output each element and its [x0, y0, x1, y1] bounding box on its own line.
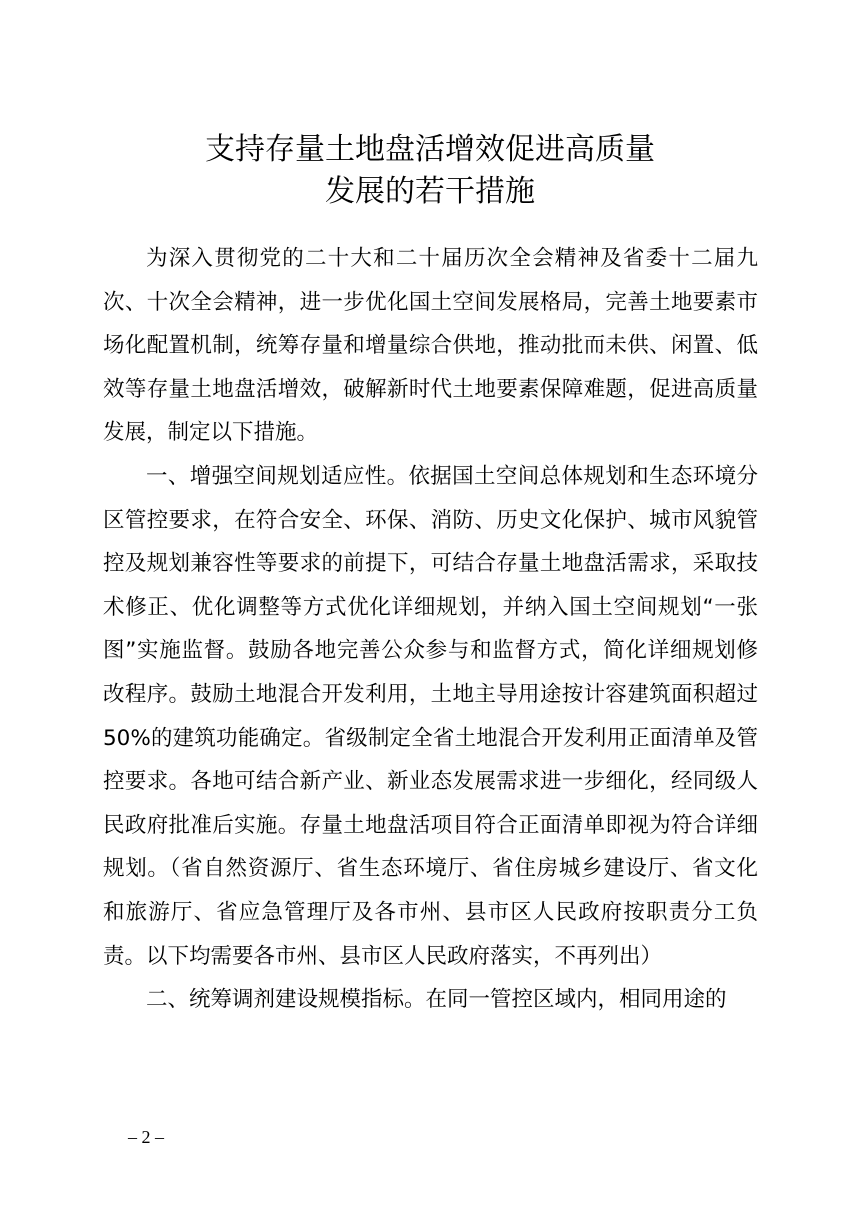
paragraph-measure-2: 二、统筹调剂建设规模指标。在同一管控区域内，相同用途的 — [146, 987, 727, 1013]
paragraph-preamble: 为深入贯彻党的二十大和二十届历次全会精神及省委十二届九次、十次全会精神，进一步优化国土空间发展格局，完善土地要素市场化配置机制，统筹存量和增量综合供地，推动批而未供、闲置、低效等存量土地盘活增效，破解新时代土地要素保障难题，促进高质量发展，制定以下措施。 — [103, 246, 758, 446]
document-title-line-1: 支持存量土地盘活增效促进高质量 — [205, 132, 655, 167]
page-number: – 2 – — [128, 1127, 164, 1147]
document-title-line-2: 发展的若干措施 — [325, 174, 535, 209]
paragraph-measure-1: 一、增强空间规划适应性。依据国土空间总体规划和生态环境分区管控要求，在符合安全、环保、消防、历史文化保护、城市风貌管控及规划兼容性等要求的前提下，可结合存量土地盘活需求，采取技术修正、优化调整等方式优化详细规划，并纳入国土空间规划“一张图”实施监督。鼓励各地完善公众参与和监督方式，简化详细规划修改程序。鼓励土地混合开发利用，土地主导用途按计容建筑面积超过50%的建筑功能确定。省级制定全省土地混合开发利用正面清单及管控要求。各地可结合新产业、新业态发展需求进一步细化，经同级人民政府批准后实施。存量土地盘活项目符合正面清单即视为符合详细规划。（省自然资源厅、省生态环境厅、省住房城乡建设厅、省文化和旅游厅、省应急管理厅及各市州、县市区人民政府按职责分工负责。以下均需要各市州、县市区人民政府落实，不再列出） — [103, 463, 758, 969]
document-body — [103, 237, 758, 1022]
